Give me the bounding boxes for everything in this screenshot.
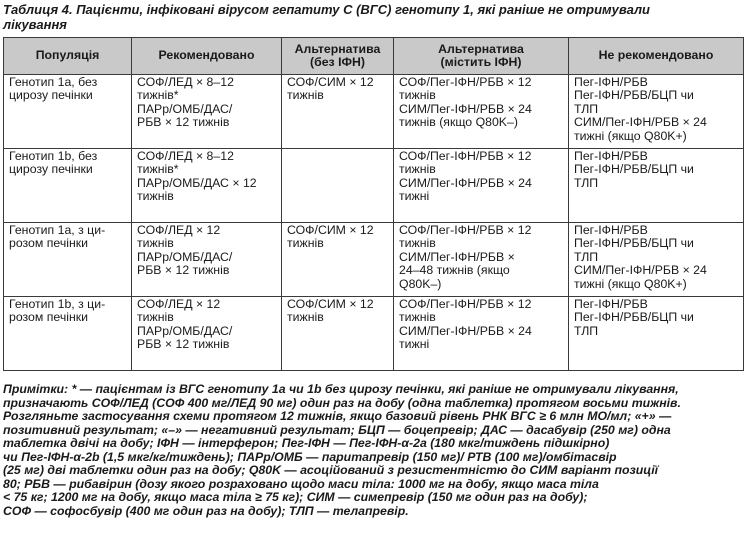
cell-line: тижнів [137,189,174,204]
cell-alternative-with-ifn [394,149,569,223]
notes-line: < 75 кг; 1200 мг на добу, якщо маса тіла ≥ 75 кг); СИМ — симепревір (150 мг один раз на добу); [3,490,588,504]
header-alternative-no-ifn [282,38,394,75]
cell-line: Не рекомендовано [598,48,714,63]
table-row [4,75,744,149]
cell-line: ТЛП [574,249,599,264]
cell-line: розом печінки [9,236,89,251]
cell-line: тижні (якщо Q80K+) [574,128,687,143]
table-row [4,149,744,223]
cell-recommended [132,297,282,371]
notes-line: Примітки: * — пацієнтам із ВГС генотипу 1а чи 1b без цирозу печінки, які раніше не отримували лікування, [3,382,679,396]
cell-line: СИМ/Пег-ІФН/РБВ × 24 [399,175,532,190]
cell-line: СИМ/Пег-ІФН/РБВ × 24 [399,323,532,338]
cell-line: Пег-ІФН/РБВ/БЦП чи [574,88,694,103]
cell-alternative-with-ifn [394,223,569,297]
cell-line: Рекомендовано [158,48,255,63]
caption-line: лікування [3,17,67,32]
cell-line: тижнів (якщо Q80K–) [399,115,518,130]
cell-line: (без ІФН) [310,55,365,69]
cell-line: тижнів* [137,162,179,177]
cell-line: тижні (якщо Q80K+) [574,276,687,291]
cell-line: СОФ/СИМ × 12 [287,75,374,89]
notes-line: таблетка двічі на добу; ІФН — інтерферон; Пег-ІФН — Пег-ІФН-α-2а (180 мкг/тиждень підшкірно) [3,436,610,450]
notes-line: позитивний результат; «–» — негативний результат; БЦП — боцепревір; ДАС — дасабувір (250 мг) одна [3,422,671,437]
table-caption [3,2,743,32]
cell-line: тижнів [137,310,174,325]
cell-line: СОФ/ЛЕД × 12 [137,297,221,311]
cell-line: СИМ/Пег-ІФН/РБВ × 24 [574,263,707,278]
cell-line: Пег-ІФН/РБВ [574,149,648,163]
cell-line: СИМ/Пег-ІФН/РБВ × 24 [574,115,707,130]
cell-line: тижнів [137,236,174,251]
cell-line: Пег-ІФН/РБВ/БЦП чи [574,310,694,325]
cell-alternative-no-ifn [282,223,394,297]
cell-not-recommended [569,223,744,297]
cell-line: ПАРр/ОМБ/ДАС/ [137,101,233,116]
cell-line: тижнів* [137,88,179,103]
cell-line: Q80K–) [399,276,442,291]
header-alternative-with-ifn [394,38,569,75]
treatment-table [3,37,744,371]
cell-line: 24–48 тижнів (якщо [399,263,510,278]
cell-line: Пег-ІФН/РБВ [574,297,648,311]
notes-line: СОФ — софосбувір (400 мг один раз на добу); ТЛП — телапревір. [3,503,409,518]
cell-line: тижнів [399,236,436,251]
cell-line: ПАРр/ОМБ/ДАС/ [137,249,233,264]
cell-line: ПАРр/ОМБ/ДАС/ [137,323,233,338]
cell-line: Пег-ІФН/РБВ [574,75,648,89]
cell-alternative-with-ifn [394,75,569,149]
notes-line: призначають СОФ/ЛЕД (СОФ 400 мг/ЛЕД 90 мг) один раз на добу (одна таблетка) протягом восьми тижнів. [3,395,681,410]
cell-line: СОФ/СИМ × 12 [287,297,374,311]
cell-line: Пег-ІФН/РБВ/БЦП чи [574,162,694,177]
table-header-row [4,38,744,75]
cell-line: Генотип 1b, з ци- [9,297,106,311]
cell-line: тижнів [287,88,324,103]
cell-line: СОФ/ЛЕД × 8–12 [137,149,234,163]
cell-line: СОФ/Пег-ІФН/РБВ × 12 [399,149,532,163]
cell-not-recommended [569,297,744,371]
cell-line: РБВ × 12 тижнів [137,263,230,278]
table-notes [3,383,745,518]
cell-line: Популяція [35,48,100,63]
cell-line: Альтернатива [438,41,524,56]
cell-line: тижнів [399,88,436,103]
cell-line: РБВ × 12 тижнів [137,337,230,352]
cell-line: СОФ/Пег-ІФН/РБВ × 12 [399,223,532,237]
cell-population [4,297,132,371]
cell-line: ТЛП [574,175,599,190]
cell-not-recommended [569,149,744,223]
cell-line: СОФ/СИМ × 12 [287,223,374,237]
cell-line: Пег-ІФН/РБВ [574,223,648,237]
cell-alternative-with-ifn [394,297,569,371]
cell-line: Пег-ІФН/РБВ/БЦП чи [574,236,694,251]
table-row [4,223,744,297]
cell-line: цирозу печінки [9,162,93,177]
cell-line: тижнів [399,310,436,325]
cell-line: тижнів [287,310,324,325]
cell-line: розом печінки [9,310,89,325]
cell-line: ТЛП [574,323,599,338]
caption-line: Таблиця 4. Пацієнти, інфіковані вірусом гепатиту C (ВГС) генотипу 1, які раніше не отримували [3,2,650,17]
cell-line: СИМ/Пег-ІФН/РБВ × 24 [399,101,532,116]
cell-line: тижнів [287,236,324,251]
cell-population [4,223,132,297]
cell-line: Альтернатива [294,41,381,56]
cell-line: тижні [399,337,430,352]
cell-not-recommended [569,75,744,149]
cell-line: ТЛП [574,101,599,116]
cell-line: тижні [399,189,430,204]
cell-alternative-no-ifn [282,75,394,149]
header-recommended [132,38,282,75]
header-not-recommended [569,38,744,75]
cell-line: ПАРр/ОМБ/ДАС × 12 [137,175,257,190]
cell-line: (містить ІФН) [440,55,522,69]
cell-line: СОФ/Пег-ІФН/РБВ × 12 [399,75,532,89]
cell-line: СОФ/ЛЕД × 12 [137,223,221,237]
notes-line: (25 мг) дві таблетки один раз на добу; Q80K — асоційований з резистентністю до СИМ варіант позиції [3,463,659,477]
cell-line: Генотип 1а, без [9,75,98,89]
cell-line: цирозу печінки [9,88,93,103]
notes-line: чи Пег-ІФН-α-2b (1,5 мкг/кг/тиждень); ПАРр/ОМБ — паритапревір (150 мг)/ РТВ (100 мг)/омбітасвір [3,449,617,464]
cell-line: Генотип 1а, з ци- [9,223,106,237]
cell-line: Генотип 1b, без [9,149,98,163]
cell-recommended [132,149,282,223]
cell-alternative-no-ifn [282,149,394,223]
cell-line: РБВ × 12 тижнів [137,115,230,130]
cell-line: СОФ/Пег-ІФН/РБВ × 12 [399,297,532,311]
cell-line: СИМ/Пег-ІФН/РБВ × [399,249,515,264]
notes-line: 80; РБВ — рибавірин (дозу якого розраховано щодо маси тіла: 1000 мг на добу, якщо маса тіла [3,476,599,491]
cell-recommended [132,75,282,149]
table-row [4,297,744,371]
notes-line: Розгляньте застосування схеми протягом 12 тижнів, якщо базовий рівень РНК ВГС ≥ 6 млн МО/мл; «+» — [3,409,672,423]
cell-population [4,149,132,223]
cell-line: тижнів [399,162,436,177]
cell-alternative-no-ifn [282,297,394,371]
cell-line: СОФ/ЛЕД × 8–12 [137,75,234,89]
header-population [4,38,132,75]
cell-population [4,75,132,149]
cell-recommended [132,223,282,297]
